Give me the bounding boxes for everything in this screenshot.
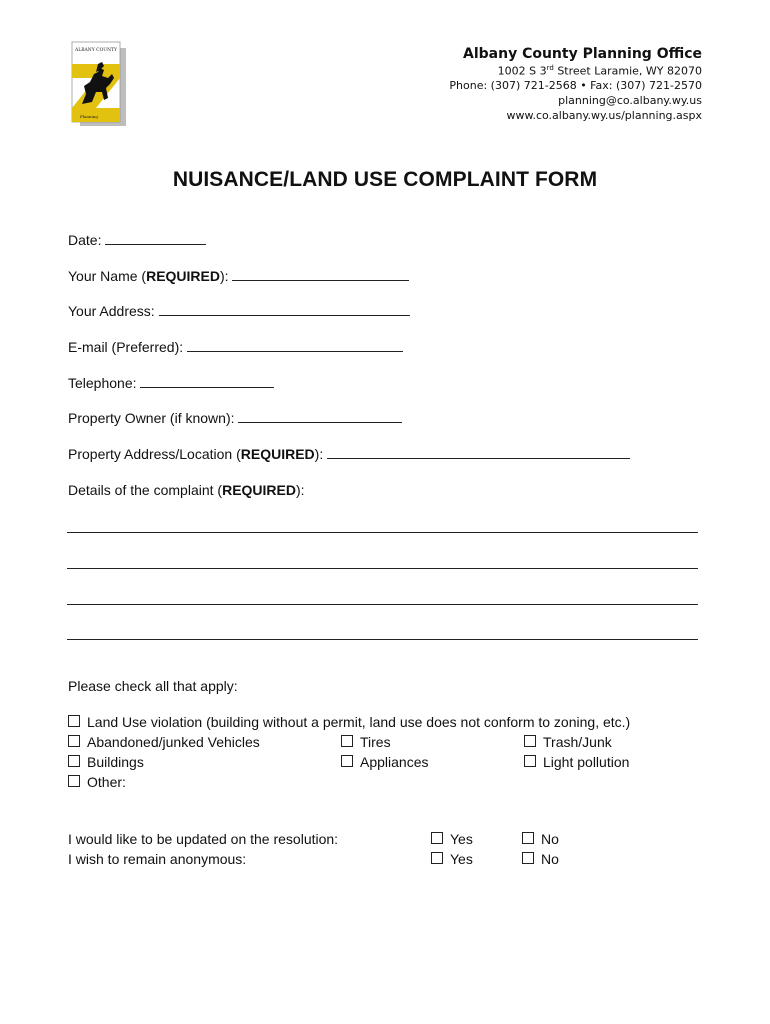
office-header (449, 45, 702, 124)
question-anonymous: I wish to remain anonymous: (68, 851, 247, 867)
updated-yes-checkbox[interactable]: Yes (431, 831, 473, 847)
checkbox-light-pollution[interactable]: Light pollution (524, 754, 629, 770)
checkbox-icon[interactable] (68, 775, 80, 787)
checkbox-icon[interactable] (431, 832, 443, 844)
checkbox-tires[interactable]: Tires (341, 734, 391, 750)
details-label: Details of the complaint (REQUIRED): (68, 482, 305, 498)
checkbox-icon[interactable] (68, 715, 80, 727)
property-owner-blank[interactable] (238, 410, 402, 423)
property-owner-field: Property Owner (if known): (68, 410, 402, 426)
anonymous-yes-checkbox[interactable]: Yes (431, 851, 473, 867)
checkbox-icon[interactable] (68, 755, 80, 767)
telephone-blank[interactable] (140, 375, 274, 388)
checkbox-icon[interactable] (431, 852, 443, 864)
checkbox-icon[interactable] (341, 735, 353, 747)
address-field: Your Address: (68, 303, 410, 319)
date-field: Date: (68, 232, 206, 248)
office-email: planning@co.albany.wy.us (558, 94, 702, 108)
office-name: Albany County Planning Office (463, 46, 702, 62)
checkbox-icon[interactable] (522, 852, 534, 864)
anonymous-no-checkbox[interactable]: No (522, 851, 559, 867)
albany-county-logo (66, 38, 132, 128)
checkbox-land-use[interactable]: Land Use violation (building without a permit, land use does not conform to zoning, etc.) (68, 714, 630, 730)
address-blank[interactable] (159, 303, 410, 316)
svg-text:ALBANY COUNTY: ALBANY COUNTY (75, 48, 117, 53)
name-field: Your Name (REQUIRED): (68, 268, 409, 284)
updated-no-checkbox[interactable]: No (522, 831, 559, 847)
details-line-2[interactable] (67, 568, 698, 569)
details-line-4[interactable] (67, 639, 698, 640)
check-intro: Please check all that apply: (68, 678, 238, 694)
details-line-3[interactable] (67, 604, 698, 605)
details-line-1[interactable] (67, 532, 698, 533)
email-blank[interactable] (187, 339, 403, 352)
checkbox-appliances[interactable]: Appliances (341, 754, 429, 770)
name-blank[interactable] (232, 268, 409, 281)
checkbox-icon[interactable] (341, 755, 353, 767)
checkbox-buildings[interactable]: Buildings (68, 754, 144, 770)
checkbox-icon[interactable] (524, 755, 536, 767)
property-address-blank[interactable] (327, 446, 630, 459)
form-title: NUISANCE/LAND USE COMPLAINT FORM (172, 168, 598, 191)
checkbox-trash[interactable]: Trash/Junk (524, 734, 612, 750)
checkbox-other[interactable]: Other: (68, 774, 126, 790)
property-address-field: Property Address/Location (REQUIRED): (68, 446, 630, 462)
checkbox-icon[interactable] (522, 832, 534, 844)
date-blank[interactable] (105, 232, 206, 245)
office-website: www.co.albany.wy.us/planning.aspx (506, 109, 702, 123)
email-field: E-mail (Preferred): (68, 339, 403, 355)
checkbox-icon[interactable] (524, 735, 536, 747)
svg-text:Planning: Planning (80, 114, 98, 119)
telephone-field: Telephone: (68, 375, 274, 391)
checkbox-icon[interactable] (68, 735, 80, 747)
question-updated: I would like to be updated on the resolution: (68, 831, 339, 847)
office-address: 1002 S 3rd Street Laramie, WY 82070 (497, 63, 702, 78)
checkbox-vehicles[interactable]: Abandoned/junked Vehicles (68, 734, 260, 750)
office-phone-fax: Phone: (307) 721-2568 • Fax: (307) 721-2570 (449, 79, 702, 93)
